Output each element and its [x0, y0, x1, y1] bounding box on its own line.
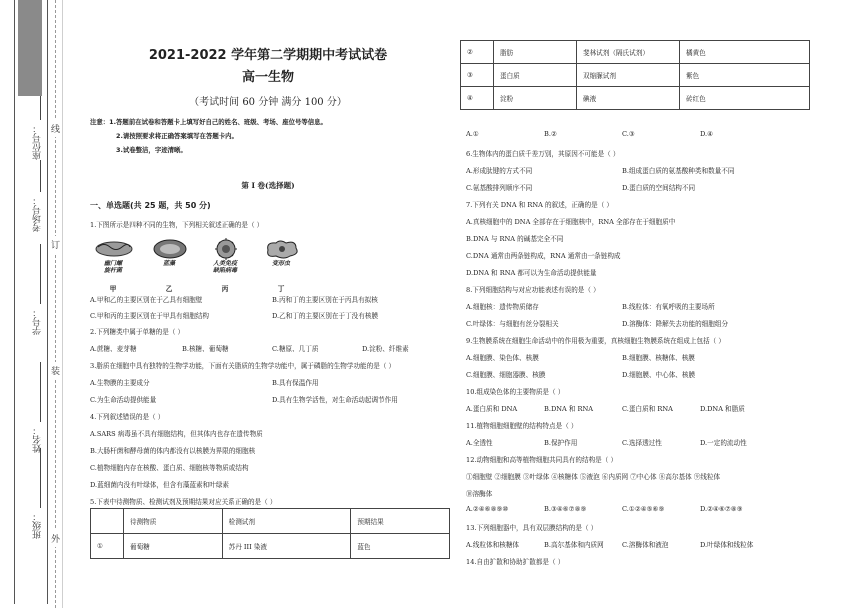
table-cell: 紫色	[680, 64, 810, 87]
q12-option-d[interactable]: D.②④⑥⑦⑧⑨	[700, 505, 743, 513]
q5-table	[90, 508, 450, 559]
table-cell: 待测物质	[124, 509, 223, 534]
q2-option-a[interactable]: A.蔗糖、麦芽糖	[90, 345, 137, 353]
q11-option-a[interactable]: A.全透性	[466, 439, 493, 447]
label-class: 班级：	[33, 512, 43, 539]
hiv-illustration	[206, 238, 246, 260]
exam-room-fill-line	[40, 160, 41, 192]
q2-option-b[interactable]: B.核糖、葡萄糖	[182, 345, 229, 353]
q13-option-b[interactable]: B.高尔基体和内质网	[544, 541, 604, 549]
q7-option-a[interactable]: A.真核细胞中的 DNA 全部存在于细胞核中，RNA 全部存在于细胞质中	[466, 218, 676, 226]
q6-option-b[interactable]: B.组成蛋白质的氨基酸种类和数量不同	[622, 167, 735, 175]
q8-option-c[interactable]: C.叶绿体：与细胞有丝分裂相关	[466, 320, 559, 328]
q2-option-c[interactable]: C.糖原、几丁质	[272, 345, 319, 353]
q11-option-b[interactable]: B.保护作用	[544, 439, 578, 447]
name-fill-line	[40, 362, 41, 422]
cut-mark-line: 线	[51, 120, 60, 137]
table-cell: 淀粉	[494, 87, 577, 110]
q10-option-d[interactable]: D.DNA 和脂质	[700, 405, 745, 413]
organism-bing-caption: 人类免疫 缺陷病毒	[212, 260, 237, 274]
organism-yi-label: 乙	[165, 285, 173, 293]
q2-option-d[interactable]: D.淀粉、纤维素	[362, 345, 409, 353]
table-cell: ④	[461, 87, 494, 110]
q9-option-d[interactable]: D.细胞膜、中心体、核膜	[622, 371, 696, 379]
organism-bing	[202, 234, 248, 292]
note-2: 2.请按照要求将正确答案填写在答题卡内。	[116, 132, 238, 140]
q8-option-b[interactable]: B.线粒体：有氧呼吸的主要场所	[622, 303, 715, 311]
q11-stem: 11.植物细胞细胞壁的结构特点是（ ）	[466, 422, 578, 430]
q4-option-a[interactable]: A.SARS 病毒虽不具有细胞结构，但其体内也存在遗传物质	[90, 430, 263, 438]
table-cell: ③	[461, 64, 494, 87]
table-cell: 预期结果	[351, 509, 450, 534]
organism-ding-label: 丁	[277, 285, 285, 293]
table-cell: ①	[91, 534, 124, 559]
q8-option-d[interactable]: D.溶酶体：降解失去功能的细胞组分	[622, 320, 729, 328]
q10-stem: 10.组成染色体的主要物质是（ ）	[466, 388, 565, 396]
cyanobacteria-illustration	[150, 238, 190, 260]
q14-stem: 14.自由扩散和协助扩散都是（ ）	[466, 558, 565, 566]
q6-option-a[interactable]: A.形成肽键的方式不同	[466, 167, 533, 175]
q13-stem: 13.下列细胞器中，具有双层膜结构的是（ ）	[466, 524, 598, 532]
q8-stem: 8.下列细胞结构与对应功能表述有误的是（ ）	[466, 286, 600, 294]
q7-option-d[interactable]: D.DNA 和 RNA 都可以为生命活动提供能量	[466, 269, 597, 277]
q3-option-c[interactable]: C.为生命活动提供能量	[90, 396, 157, 404]
organism-ding-caption: 变形虫	[271, 260, 290, 267]
q3-option-b[interactable]: B.具有保温作用	[272, 379, 319, 387]
q12-option-a[interactable]: A.②④⑥⑧⑨⑩	[466, 505, 509, 513]
table-cell: 脂肪	[494, 41, 577, 64]
q5-option-b[interactable]: B.②	[544, 130, 557, 138]
q5-table-continued	[460, 40, 810, 110]
organism-ding	[258, 234, 304, 292]
binding-dash-line	[55, 0, 56, 608]
exam-subject: 高一生物	[241, 70, 294, 85]
label-seat: 座位号：	[33, 124, 43, 160]
q12-items-cont: ⑩溶酶体	[466, 490, 493, 498]
q6-option-c[interactable]: C.氨基酸排列顺序不同	[466, 184, 533, 192]
q5-stem: 5.下表中待测物质、检测试剂及预期结果对应关系正确的是（ ）	[90, 498, 277, 506]
q7-option-c[interactable]: C.DNA 通常由两条链构成，RNA 通常由一条链构成	[466, 252, 621, 260]
table-header-row	[91, 509, 450, 534]
table-row	[461, 64, 810, 87]
helicobacter-illustration	[94, 238, 134, 260]
q6-option-d[interactable]: D.蛋白质的空间结构不同	[622, 184, 696, 192]
q11-option-d[interactable]: D.一定的流动性	[700, 439, 747, 447]
organism-yi-caption: 蓝藻	[162, 260, 175, 267]
q9-option-b[interactable]: B.细胞膜、核糖体、核膜	[622, 354, 695, 362]
amoeba-illustration	[262, 238, 302, 260]
q5-option-a[interactable]: A.①	[466, 130, 479, 138]
q1-stem: 1.下图所示是四种不同的生物，下列相关叙述正确的是（ ）	[90, 221, 264, 229]
q4-option-b[interactable]: B.大肠杆菌和酵母菌的体内都没有以核膜为界限的细胞核	[90, 447, 256, 455]
organism-jia	[90, 234, 136, 292]
q12-option-c[interactable]: C.①②④⑤⑥⑨	[622, 505, 665, 513]
table-cell: 砖红色	[680, 87, 810, 110]
q4-stem: 4.下列叙述错误的是（ ）	[90, 413, 165, 421]
q13-option-c[interactable]: C.溶酶体和液泡	[622, 541, 669, 549]
student-id-fill-line	[40, 244, 41, 304]
q1-option-a[interactable]: A.甲和乙的主要区别在于乙具有细胞壁	[90, 296, 203, 304]
q12-items: ①细胞壁 ②细胞膜 ③叶绿体 ④核糖体 ⑤液泡 ⑥内质网 ⑦中心体 ⑧高尔基体 ⑨线粒体	[466, 473, 721, 481]
table-cell: 橘黄色	[680, 41, 810, 64]
table-row	[461, 41, 810, 64]
table-cell: 检测试剂	[222, 509, 351, 534]
organism-jia-label: 甲	[109, 285, 117, 293]
q8-option-a[interactable]: A.细胞核：遗传物质储存	[466, 303, 539, 311]
q9-option-c[interactable]: C.细胞膜、细胞器膜、核膜	[466, 371, 546, 379]
note-1: 注意：1.答题前在试卷和答题卡上填写好自己的姓名、班级、考场、座位号等信息。	[90, 118, 327, 126]
class-fill-line	[40, 448, 41, 508]
label-exam-room: 考场号：	[33, 196, 43, 232]
q3-option-d[interactable]: D.具有生物学活性，对生命活动起调节作用	[272, 396, 398, 404]
q3-option-a[interactable]: A.生物膜的主要成分	[90, 379, 150, 387]
table-cell: 苏丹 III 染液	[222, 534, 351, 559]
cut-mark-order: 订	[51, 236, 60, 253]
q11-option-c[interactable]: C.选择透过性	[622, 439, 662, 447]
q5-option-c[interactable]: C.③	[622, 130, 635, 138]
label-student-id: 学号：	[33, 308, 43, 335]
q7-option-b[interactable]: B.DNA 与 RNA 的碱基完全不同	[466, 235, 564, 243]
q3-stem: 3.脂质在细胞中具有独特的生物学功能，下面有关脂质的生物学功能中，属于磷脂的生物学功能的是（ ）	[90, 362, 396, 370]
q2-stem: 2.下列糖类中属于单糖的是（ ）	[90, 328, 185, 336]
exam-time-score: （考试时间 60 分钟 满分 100 分）	[189, 97, 347, 108]
q9-option-a[interactable]: A.细胞膜、染色体、核膜	[466, 354, 539, 362]
seat-fill-line	[40, 96, 41, 120]
q4-option-c[interactable]: C.植物细胞内存在核酸、蛋白质、细胞核等物质或结构	[90, 464, 249, 472]
q6-stem: 6.生物体内的蛋白质千差万别，其原因不可能是（ ）	[466, 150, 620, 158]
table-cell: 斐林试剂（隔氏试剂）	[577, 41, 680, 64]
q13-option-d[interactable]: D.叶绿体和线粒体	[700, 541, 754, 549]
table-row	[91, 534, 450, 559]
q1-option-d[interactable]: D.乙和丁的主要区别在于丁没有核膜	[272, 312, 379, 320]
q13-option-a[interactable]: A.线粒体和核糖体	[466, 541, 520, 549]
organism-jia-caption: 幽门螺 旋杆菌	[103, 260, 122, 274]
q1-organism-figure	[90, 234, 310, 292]
binding-sidebar	[0, 0, 63, 608]
q1-option-b[interactable]: B.丙和丁的主要区别在于丙具有拟核	[272, 296, 378, 304]
table-cell: 蓝色	[351, 534, 450, 559]
table-cell: 葡萄糖	[124, 534, 223, 559]
part1-title: 第 I 卷(选择题)	[241, 181, 295, 190]
q10-option-a[interactable]: A.蛋白质和 DNA	[466, 405, 518, 413]
organism-yi	[146, 234, 192, 292]
table-cell: 蛋白质	[494, 64, 577, 87]
q1-option-c[interactable]: C.甲和丙的主要区别在于甲具有细胞结构	[90, 312, 209, 320]
q12-stem: 12.动物细胞和高等植物细胞共同具有的结构是（ ）	[466, 456, 618, 464]
table-cell: ②	[461, 41, 494, 64]
cut-mark-outer: 外	[51, 530, 60, 547]
table-cell: 双缩脲试剂	[577, 64, 680, 87]
q9-stem: 9.生物膜系统在细胞生命活动中的作用极为重要，真核细胞生物膜系统在组成上包括（ ）	[466, 337, 725, 345]
table-cell: 碘液	[577, 87, 680, 110]
label-name: 姓名：	[33, 426, 43, 453]
q10-option-b[interactable]: B.DNA 和 RNA	[544, 405, 594, 413]
q10-option-c[interactable]: C.蛋白质和 RNA	[622, 405, 673, 413]
organism-bing-label: 丙	[221, 285, 229, 293]
exam-title: 2021-2022 学年第二学期期中考试试卷	[148, 48, 388, 63]
section1-title: 一、单选题(共 25 题，共 50 分)	[90, 201, 211, 210]
table-cell	[91, 509, 124, 534]
cut-mark-bind: 装	[51, 362, 60, 379]
q4-option-d[interactable]: D.蓝细菌内没有叶绿体，但含有藻蓝素和叶绿素	[90, 481, 230, 489]
table-row	[461, 87, 810, 110]
q12-option-b[interactable]: B.③④⑥⑦⑧⑨	[544, 505, 587, 513]
q5-option-d[interactable]: D.④	[700, 130, 714, 138]
note-3: 3.试卷整洁，字迹清晰。	[116, 146, 187, 154]
q7-stem: 7.下列有关 DNA 和 RNA 的叙述，正确的是（ ）	[466, 201, 613, 209]
